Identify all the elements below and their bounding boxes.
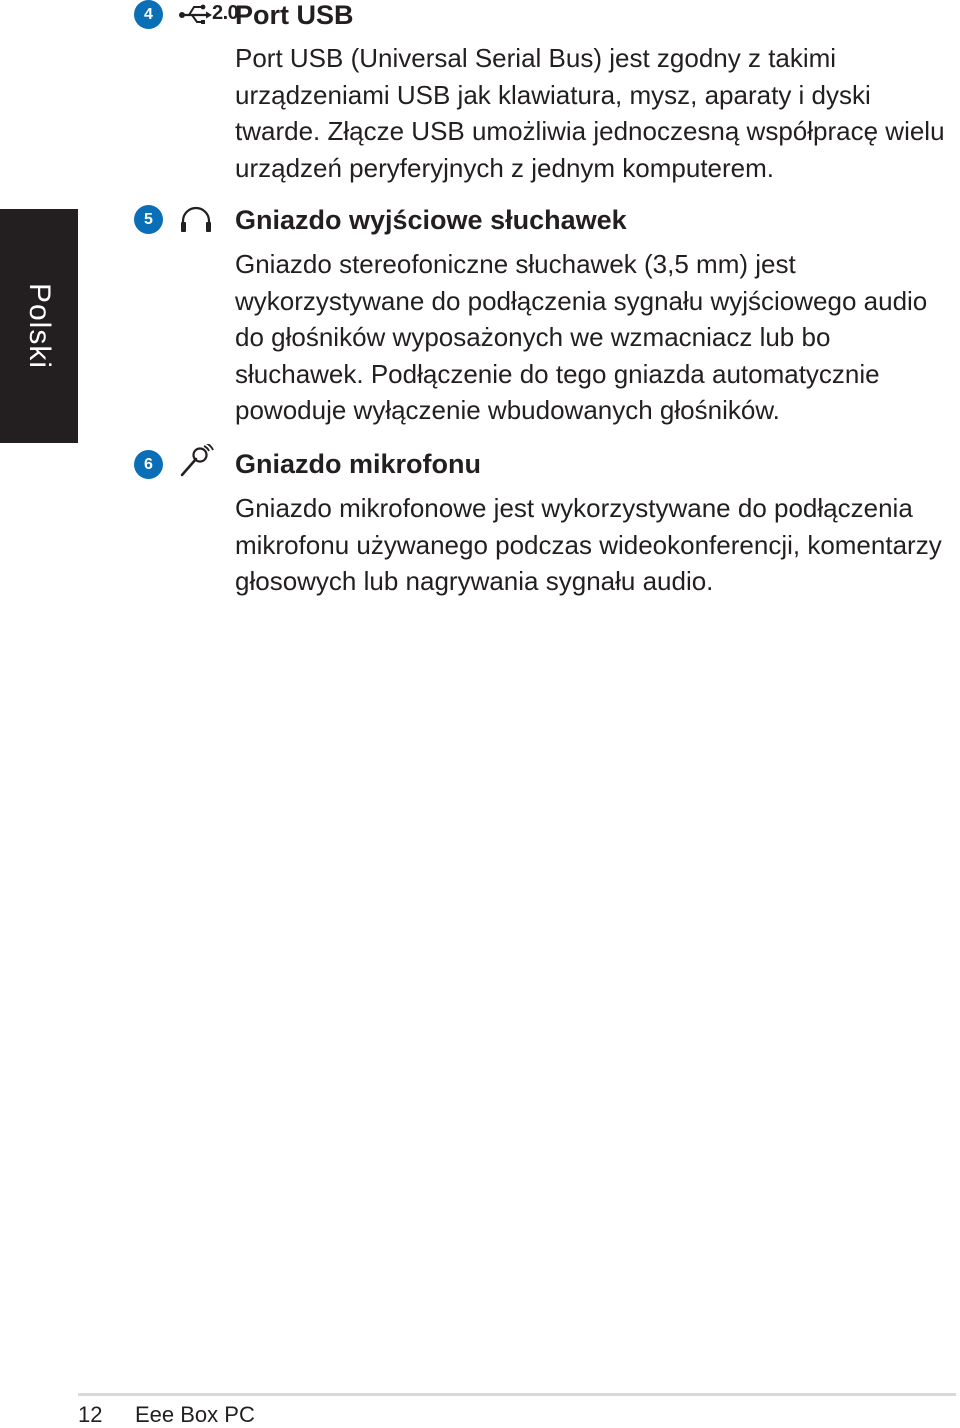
footer-title: Eee Box PC (135, 1402, 255, 1427)
item-number-badge: 4 (134, 0, 163, 29)
usb-icon (178, 0, 212, 30)
section-heading: Gniazdo mikrofonu (235, 449, 481, 479)
section-body: Gniazdo mikrofonowe jest wykorzystywane do podłączenia mikrofonu używanego podczas wideokonferencji, komentarzy głosowych lub nagrywania sygnału audio. (235, 493, 942, 596)
section-body: Port USB (Universal Serial Bus) jest zgodny z takimi urządzeniami USB jak klawiatura, mysz, aparaty i dyski twarde. Złącze USB umożliwia jednoczesną współpracę wielu urządzeń peryferyjnych z jednym komputerem. (235, 43, 945, 183)
section-heading: Port USB (235, 0, 354, 30)
usb-version-label: 2.0 (212, 2, 239, 24)
page-number: 12 (78, 1402, 103, 1427)
item-number-badge: 5 (134, 205, 163, 234)
section-heading: Gniazdo wyjściowe słuchawek (235, 205, 627, 235)
language-side-tab (0, 209, 78, 443)
microphone-icon (178, 444, 214, 474)
headphones-icon (178, 206, 214, 236)
item-number-badge: 6 (134, 450, 163, 479)
language-label: Polski (23, 282, 56, 370)
footer-divider (78, 1393, 956, 1396)
section-body: Gniazdo stereofoniczne słuchawek (3,5 mm) jest wykorzystywane do podłączenia sygnału wyjściowego audio do głośników wyposażonych we wzmacniacz lub bo słuchawek. Podłączenie do tego gniazda automatycznie powoduje wyłączenie wbudowanych głośników. (235, 249, 928, 425)
